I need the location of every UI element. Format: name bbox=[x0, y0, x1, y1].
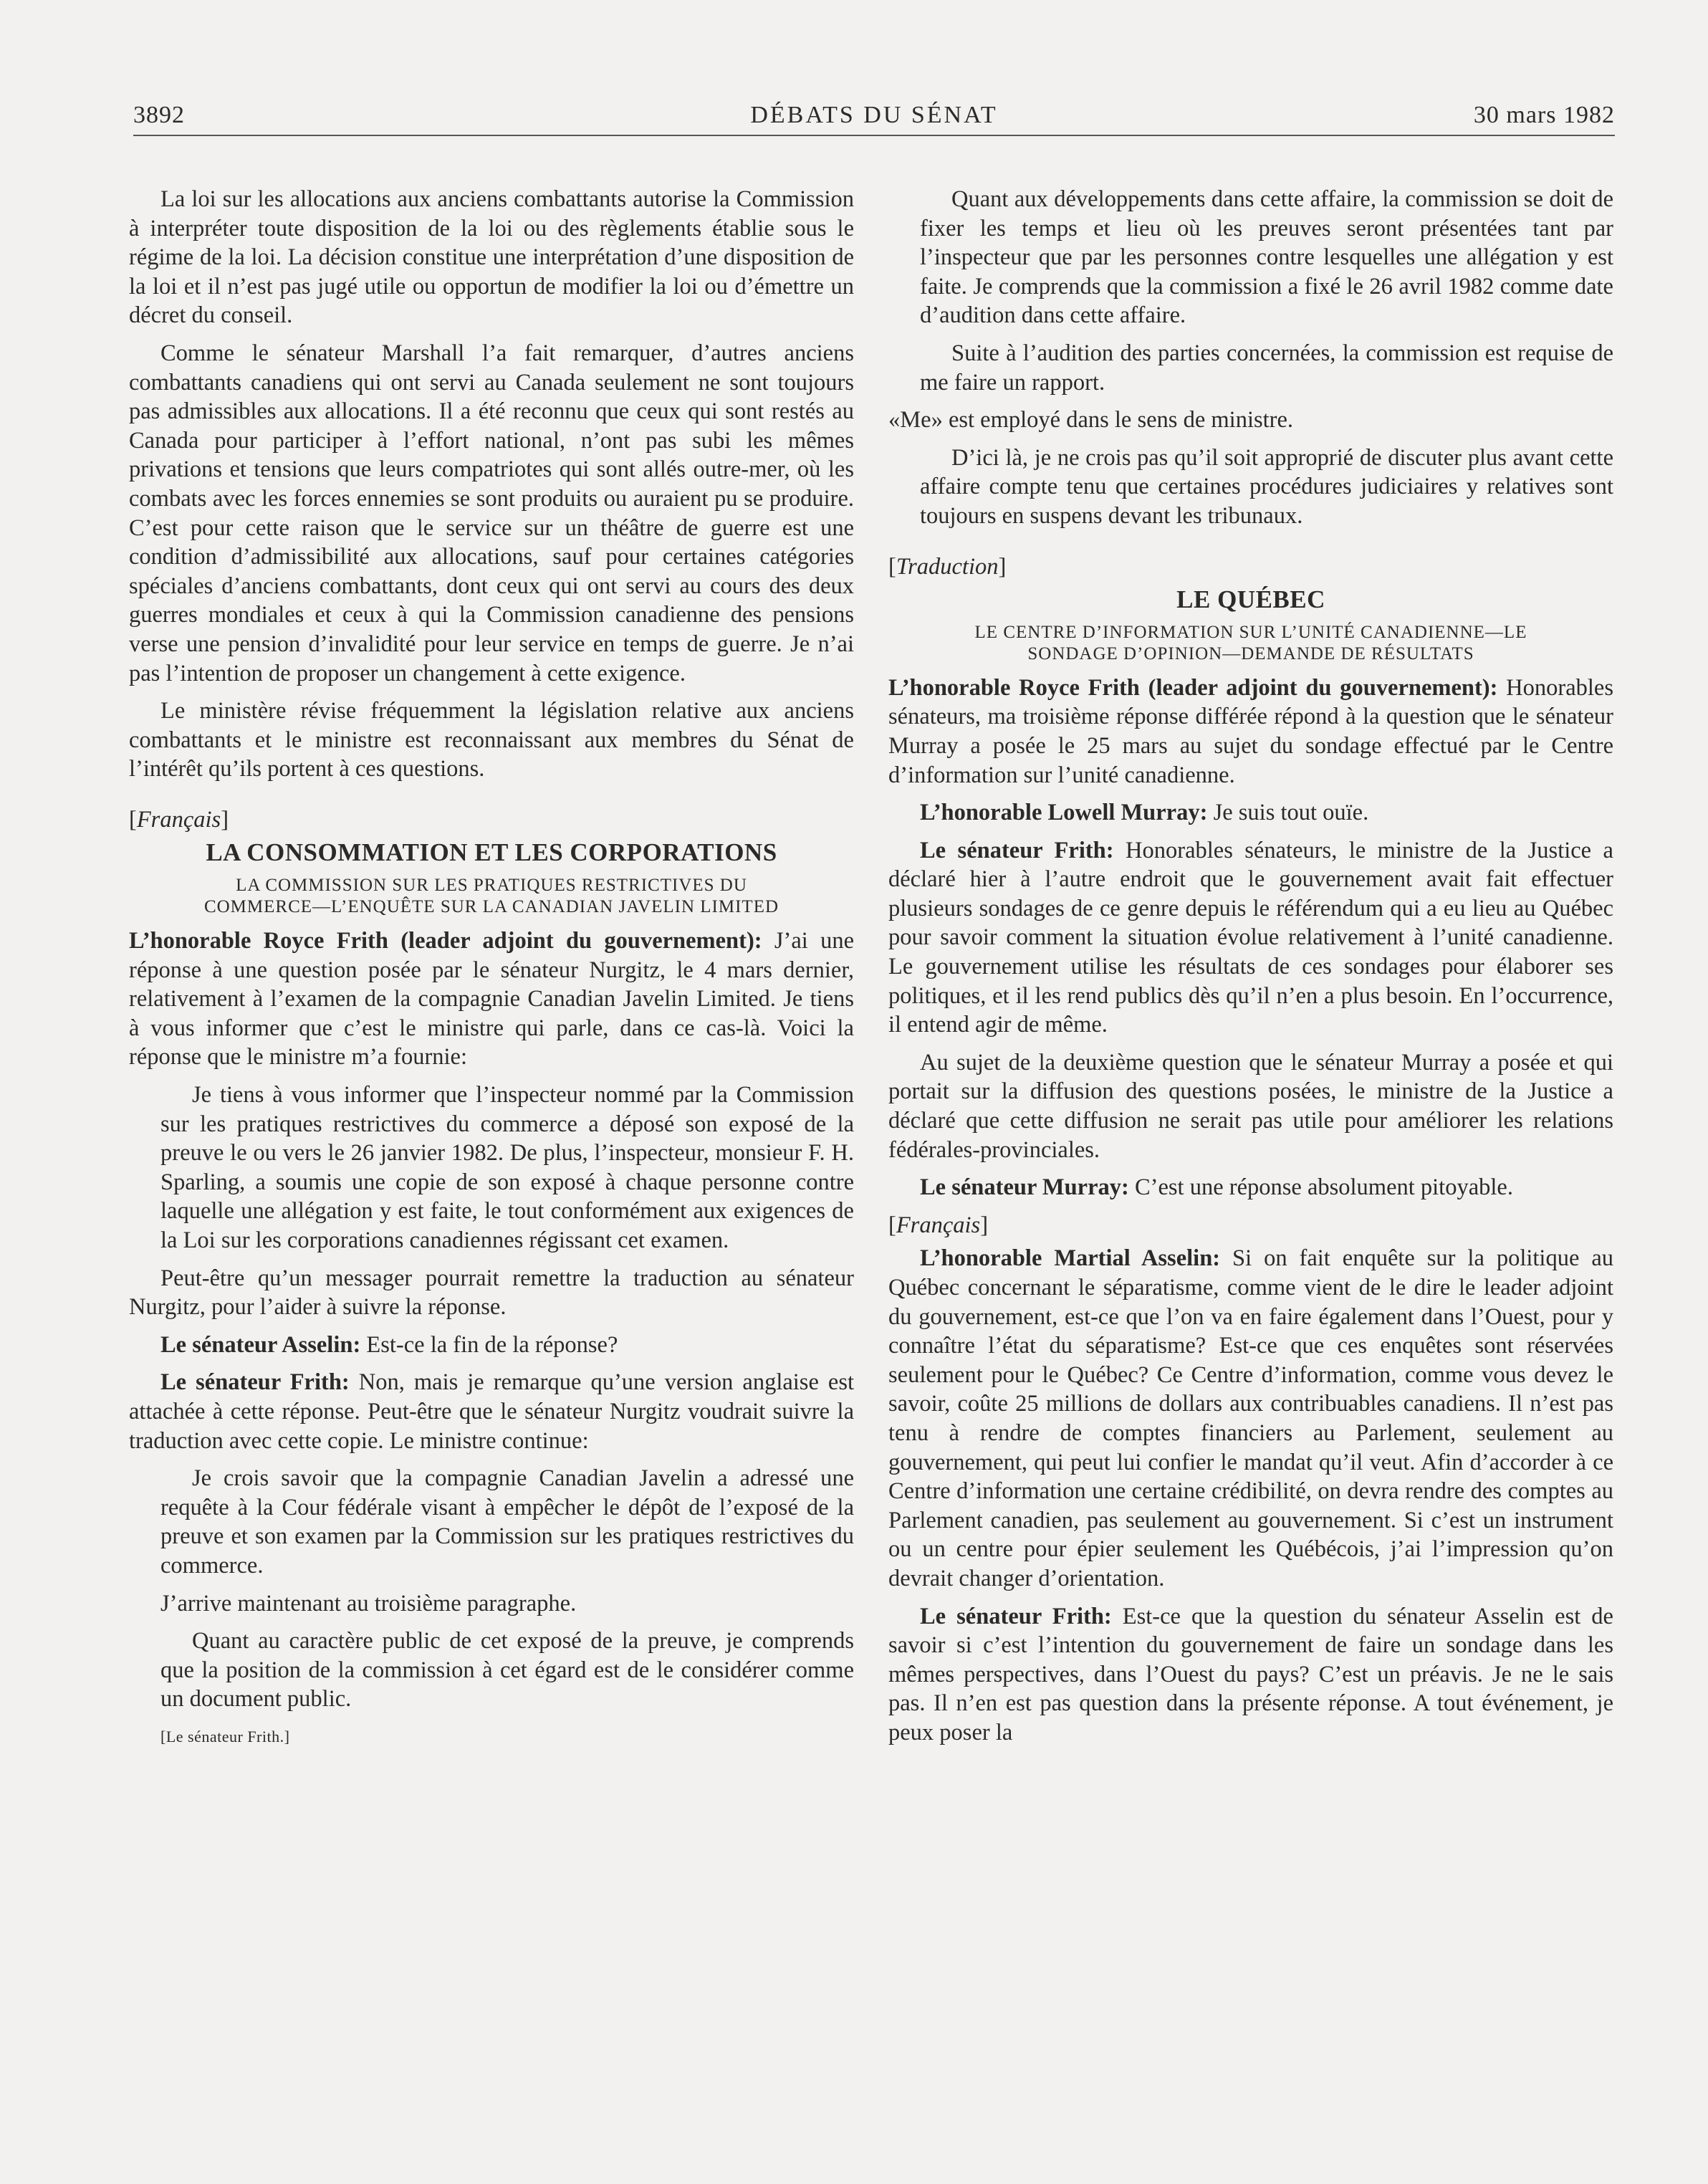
speech-text: Non, mais je remarque qu’une version anglaise est attachée à cette réponse. Peut-être que le sénateur Nurgitz voudrait suivre la traduction avec cette copie. Le ministre continue: bbox=[129, 1369, 854, 1454]
speaker-name: Le sénateur Frith: bbox=[920, 1603, 1112, 1629]
speech-text: Honorables sénateurs, ma troisième réponse différée répond à la question que le sénateur Murray a posée le 25 mars au sujet du sondage effectué par le Centre d’information sur l’unité canadienne. bbox=[888, 674, 1614, 788]
speech-text: Honorables sénateurs, le ministre de la Justice a déclaré hier à l’autre endroit que le gouvernement avait fait effectuer plusieurs sondages de ce genre depuis le référendum qui a eu lieu au Québec pour savoir comment la situation évolue relativement à l’unité canadienne. Le gouvernement utilise les résultats de ces sondages pour élaborer ses politiques, et il les rend publics dès qu’il n’en a plus besoin. En l’occurrence, il entend agir de même. bbox=[888, 837, 1613, 1038]
speaker-name: L’honorable Martial Asselin: bbox=[920, 1245, 1221, 1272]
speaker-name: L’honorable Lowell Murray: bbox=[920, 800, 1208, 826]
speech bbox=[888, 1173, 1613, 1202]
speech-text: C’est une réponse absolument pitoyable. bbox=[1128, 1174, 1513, 1201]
issue-date: 30 mars 1982 bbox=[1473, 102, 1615, 128]
left-column bbox=[129, 185, 854, 1761]
paragraph: J’arrive maintenant au troisième paragraphe. bbox=[160, 1590, 577, 1617]
paragraph: La loi sur les allocations aux anciens combattants autorise la Commission à interpréter toute disposition de la loi ou des règlements établie sous le régime de la loi. La décision constitue une interprétation d’une disposition de la loi et il n’est pas jugé utile ou opportun de modifier la loi ou d’émettre un décret du conseil. bbox=[129, 186, 854, 329]
speaker-name: L’honorable Royce Frith (leader adjoint du gouvernement): bbox=[888, 674, 1498, 701]
speech-text: Est-ce la fin de la réponse? bbox=[360, 1331, 618, 1358]
speech bbox=[129, 926, 854, 1072]
quoted-paragraph: D’ici là, je ne crois pas qu’il soit approprié de discuter plus avant cette affaire compte tenu que certaines procédures judiciaires y relatives sont toujours en suspens devant les tribunaux. bbox=[920, 444, 1613, 529]
subheading-line: LE CENTRE D’INFORMATION SUR L’UNITÉ CANADIENNE—LE bbox=[974, 622, 1527, 642]
speech bbox=[129, 1368, 854, 1455]
language-tag: [Français] bbox=[888, 1212, 989, 1238]
section-title: LE QUÉBEC bbox=[1176, 585, 1325, 614]
subheading-line: COMMERCE—L’ENQUÊTE SUR LA CANADIAN JAVELIN LIMITED bbox=[203, 897, 779, 917]
section-title: LA CONSOMMATION ET LES CORPORATIONS bbox=[206, 838, 777, 867]
speech-text: Si on fait enquête sur la politique au Québec concernant le séparatisme, comme vient de le dire le leader adjoint du gouvernement, est-ce que l’on va en faire également dans l’Ouest, pour y connaître l’état du séparatisme? Est-ce que ces enquêtes sont réservées seulement pour le Québec? Ce Centre d’information, comme vous devez le savoir, coûte 25 millions de dollars aux contribuables canadiens. Il n’est pas tenu à rendre de comptes financiers au Parlement, seulement au gouvernement, qui peut lui confier le mandat qu’il veut. Afin d’accorder à ce Centre d’information une certaine crédibilité, on devra rendre des comptes au Parlement canadien, pas seulement au gouvernement. Si c’est un instrument ou un centre pour épier seulement les Québécois, j’ai l’impression qu’on devrait changer d’orientation. bbox=[888, 1245, 1613, 1591]
speaker-name: L’honorable Royce Frith (leader adjoint du gouvernement): bbox=[129, 928, 762, 954]
speech bbox=[888, 836, 1613, 1040]
quoted-paragraph: Suite à l’audition des parties concernées, la commission est requise de me faire un rapport. bbox=[920, 340, 1613, 396]
speech-text: J’ai une réponse à une question posée par le sénateur Nurgitz, le 4 mars dernier, relativement à l’examen de la compagnie Canadian Javelin Limited. Je tiens à vous informer que c’est le ministre qui parle, dans ce cas-là. Voici la réponse que le ministre m’a fournie: bbox=[129, 928, 854, 1071]
speech bbox=[888, 798, 1613, 828]
speaker-name: Le sénateur Asselin: bbox=[160, 1331, 361, 1358]
paragraph: Comme le sénateur Marshall l’a fait remarquer, d’autres anciens combattants canadiens qui ont servi au Canada seulement ne sont toujours pas admissibles aux allocations. Il a été reconnu que ceux qui sont restés au Canada pour participer à l’effort national, n’ont pas subi les mêmes privations et tensions que leurs compatriotes qui sont allés outre-mer, où les combats avec les forces ennemies se sont produits ou auraient pu se produire. C’est pour cette raison que le service sur un théâtre de guerre est une condition d’admissibilité aux allocations, sauf pour certaines catégories spéciales d’anciens combattants, dont ceux qui ont servi au cours des deux guerres mondiales et ceux à qui la Commission canadienne des pensions verse une pension d’invalidité pour leur service en temps de guerre. Je n’ai pas l’intention de proposer un changement à cette exigence. bbox=[129, 340, 854, 686]
section-subheading bbox=[888, 622, 1613, 665]
speech-text: Je suis tout ouïe. bbox=[1207, 800, 1369, 826]
journal-title: DÉBATS DU SÉNAT bbox=[750, 102, 998, 128]
speaker-name: Le sénateur Frith: bbox=[160, 1369, 350, 1396]
speech-text: Est-ce que la question du sénateur Asselin est de savoir si c’est l’intention du gouvernement de faire un sondage dans les mêmes perspectives, dans l’Ouest du pays? C’est un préavis. Je ne le sais pas. Il n’en est pas question dans la présente réponse. A tout événement, je peux poser la bbox=[888, 1603, 1613, 1745]
speech bbox=[129, 1331, 854, 1360]
paragraph: Le ministère révise fréquemment la législation relative aux anciens combattants et le ministre est reconnaissant aux membres du Sénat de l’intérêt qu’ils portent à ces questions. bbox=[129, 698, 854, 782]
speech bbox=[888, 674, 1613, 790]
language-tag: [Français] bbox=[129, 806, 229, 833]
page-header bbox=[133, 99, 1615, 136]
subheading-line: LA COMMISSION SUR LES PRATIQUES RESTRICTIVES DU bbox=[236, 876, 747, 896]
quoted-paragraph: Quant au caractère public de cet exposé de la preuve, je comprends que la position de la commission à cet égard est de le considérer comme un document public. bbox=[160, 1628, 854, 1713]
language-tag-text: Traduction bbox=[896, 553, 999, 580]
speech bbox=[888, 1602, 1613, 1748]
page-number: 3892 bbox=[133, 102, 185, 128]
paragraph: Au sujet de la deuxième question que le sénateur Murray a posée et qui portait sur la diffusion des questions posées, le ministre de la Justice a déclaré que cette diffusion ne serait pas utile pour améliorer les relations fédérales-provinciales. bbox=[888, 1049, 1613, 1163]
paragraph: Peut-être qu’un messager pourrait remettre la traduction au sénateur Nurgitz, pour l’aider à suivre la réponse. bbox=[129, 1265, 854, 1321]
section-subheading bbox=[129, 875, 854, 918]
quoted-paragraph: Je tiens à vous informer que l’inspecteur nommé par la Commission sur les pratiques restrictives du commerce a déposé son exposé de la preuve le ou vers le 26 janvier 1982. De plus, l’inspecteur, monsieur F. H. Sparling, a soumis une copie de son exposé à chaque personne contre laquelle une allégation y est faite, le tout conformément aux exigences de la Loi sur les corporations canadiennes régissant cet examen. bbox=[160, 1082, 854, 1253]
quoted-paragraph: Je crois savoir que la compagnie Canadian Javelin a adressé une requête à la Cour fédérale visant à empêcher le dépôt de l’exposé de la preuve et son examen par la Commission sur les pratiques restrictives du commerce. bbox=[160, 1465, 854, 1579]
speech bbox=[888, 1244, 1613, 1593]
language-tag: [Traduction] bbox=[888, 553, 1007, 580]
quoted-paragraph: Quant aux développements dans cette affaire, la commission se doit de fixer les temps et lieu où les preuves seront présentées tant par l’inspecteur que par les personnes contre lesquelles une allégation y est faite. Je comprends que la commission a fixé le 26 avril 1982 comme date d’audition dans cette affaire. bbox=[920, 186, 1613, 329]
speaker-name: Le sénateur Frith: bbox=[920, 837, 1114, 863]
note: «Me» est employé dans le sens de ministre. bbox=[888, 407, 1294, 434]
speaker-name: Le sénateur Murray: bbox=[920, 1174, 1129, 1201]
language-tag-text: Français bbox=[136, 806, 221, 833]
language-tag-text: Français bbox=[896, 1212, 981, 1238]
speaker-footer: [Le sénateur Frith.] bbox=[160, 1727, 290, 1745]
right-column bbox=[888, 185, 1613, 1756]
subheading-line: SONDAGE D’OPINION—DEMANDE DE RÉSULTATS bbox=[1027, 643, 1474, 664]
